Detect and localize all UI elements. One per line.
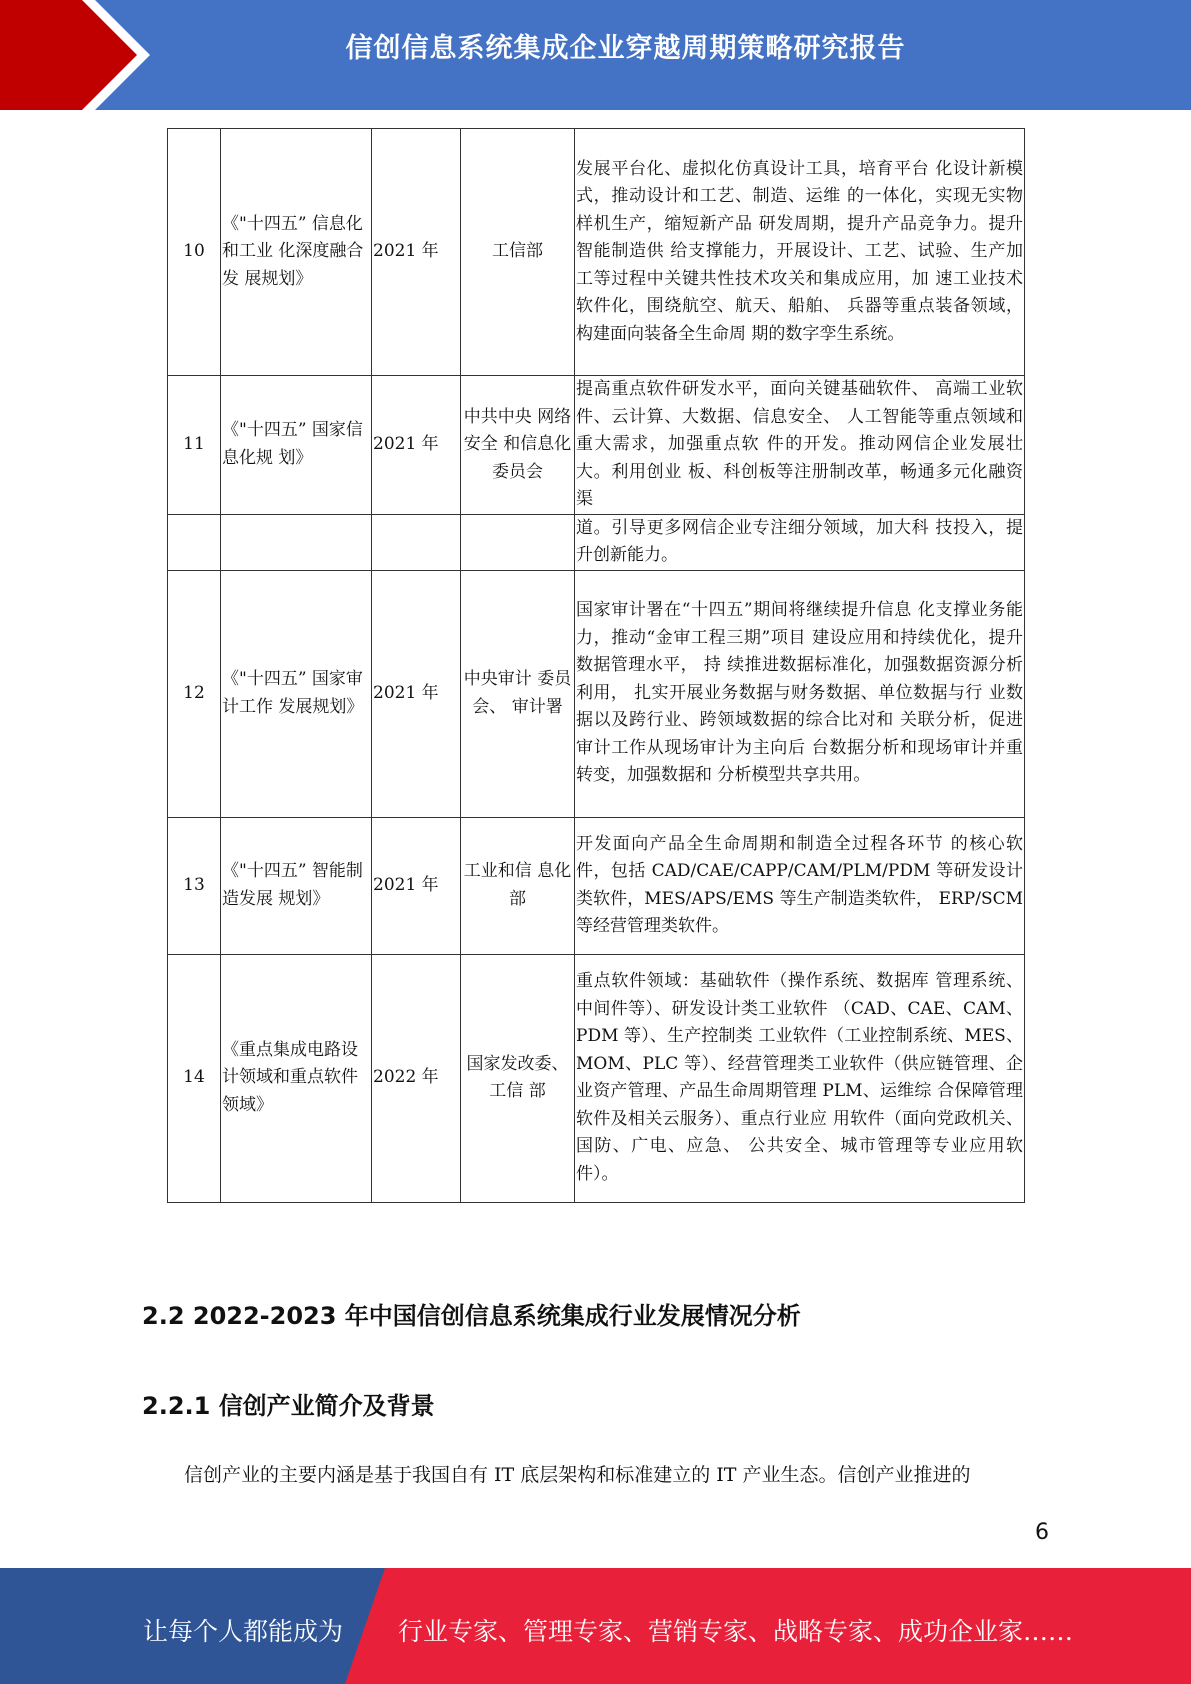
row-number — [168, 514, 221, 570]
policy-content: 道。引导更多网信企业专注细分领域，加大科 技投入，提升创新能力。 — [575, 514, 1025, 570]
policy-name: 《"十四五” 国家信息化规 划》 — [221, 376, 372, 515]
row-number: 12 — [168, 570, 221, 817]
policy-department: 中共中央 网络安全 和信息化 委员会 — [461, 376, 575, 515]
page-number: 6 — [1035, 1520, 1049, 1545]
policy-department — [461, 514, 575, 570]
policy-department: 工业和信 息化部 — [461, 817, 575, 954]
row-number: 10 — [168, 129, 221, 376]
header-red-chevron — [0, 0, 160, 110]
page-header — [0, 0, 1191, 110]
footer-slogan-left: 让每个人都能成为 — [143, 1617, 344, 1646]
policy-year: 2022 年 — [372, 954, 461, 1202]
table-row — [168, 570, 1025, 817]
policy-department: 国家发改委、工信 部 — [461, 954, 575, 1202]
policy-name: 《重点集成电路设计领域和重点软件领域》 — [221, 954, 372, 1202]
policy-department: 工信部 — [461, 129, 575, 376]
policy-table — [167, 128, 1025, 1203]
policy-year: 2021 年 — [372, 817, 461, 954]
policy-content: 提高重点软件研发水平，面向关键基础软件、 高端工业软件、云计算、大数据、信息安全、 人工智能等重点领域和重大需求，加强重点软 件的开发。推动网信企业发展壮大。利用创业 板、科创板等注册制改革，畅通多元化融资渠 — [575, 376, 1025, 515]
policy-content: 国家审计署在“十四五”期间将继续提升信息 化支撑业务能力，推动“金审工程三期”项目 建设应用和持续优化，提升数据管理水平， 持 续推进数据标准化，加强数据资源分析利用， 扎实开展业务数据与财务数据、单位数据与行 业数据以及跨行业、跨领域数据的综合比对和 关联分析，促进审计工作从现场审计为主向后 台数据分析和现场审计并重转变，加强数据和 分析模型共享共用。 — [575, 570, 1025, 817]
policy-year: 2021 年 — [372, 570, 461, 817]
section-heading: 2.2 2022-2023 年中国信创信息系统集成行业发展情况分析 — [142, 1302, 801, 1330]
row-number: 14 — [168, 954, 221, 1202]
policy-name: 《"十四五” 国家审计工作 发展规划》 — [221, 570, 372, 817]
policy-year: 2021 年 — [372, 129, 461, 376]
subsection-heading: 2.2.1 信创产业简介及背景 — [142, 1392, 435, 1420]
footer-slogan-right: 行业专家、管理专家、营销专家、战略专家、成功企业家…… — [398, 1617, 1074, 1646]
policy-name: 《"十四五” 智能制造发展 规划》 — [221, 817, 372, 954]
row-number: 13 — [168, 817, 221, 954]
report-title: 信创信息系统集成企业穿越周期策略研究报告 — [345, 33, 906, 64]
policy-name — [221, 514, 372, 570]
policy-year — [372, 514, 461, 570]
table-row — [168, 514, 1025, 570]
body-paragraph: 信创产业的主要内涵是基于我国自有 IT 底层架构和标准建立的 IT 产业生态。信创产业推进的 — [184, 1464, 971, 1486]
policy-name: 《"十四五” 信息化和工业 化深度融合发 展规划》 — [221, 129, 372, 376]
policy-content: 开发面向产品全生命周期和制造全过程各环节 的核心软件，包括 CAD/CAE/CAPP/CAM/PLM/PDM 等研发设计 类软件，MES/APS/EMS 等生产制造类软件， ERP/SCM 等经营管理类软件。 — [575, 817, 1025, 954]
table-row — [168, 817, 1025, 954]
table-row — [168, 954, 1025, 1202]
table-row — [168, 376, 1025, 515]
row-number: 11 — [168, 376, 221, 515]
policy-content: 发展平台化、虚拟化仿真设计工具，培育平台 化设计新模式，推动设计和工艺、制造、运维 的一体化，实现无实物样机生产，缩短新产品 研发周期，提升产品竞争力。提升智能制造供 给支撑能力，开展设计、工艺、试验、生产加 工等过程中关键共性技术攻关和集成应用，加 速工业技术软件化，围绕航空、航天、船舶、 兵器等重点装备领域，构建面向装备全生命周 期的数字孪生系统。 — [575, 129, 1025, 376]
policy-year: 2021 年 — [372, 376, 461, 515]
table-row — [168, 129, 1025, 376]
policy-content: 重点软件领域：基础软件（操作系统、数据库 管理系统、中间件等）、研发设计类工业软件 （CAD、CAE、CAM、PDM 等）、生产控制类 工业软件（工业控制系统、MES、MOM、PLC 等）、经营管理类工业软件（供应链管理、企 业资产管理、产品生命周期管理 PLM、运维综 合保障管理软件及相关云服务）、重点行业应 用软件（面向党政机关、国防、广电、应急、 公共安全、城市管理等专业应用软件）。 — [575, 954, 1025, 1202]
policy-department: 中央审计 委员会、 审计署 — [461, 570, 575, 817]
page-footer — [0, 1568, 1191, 1684]
